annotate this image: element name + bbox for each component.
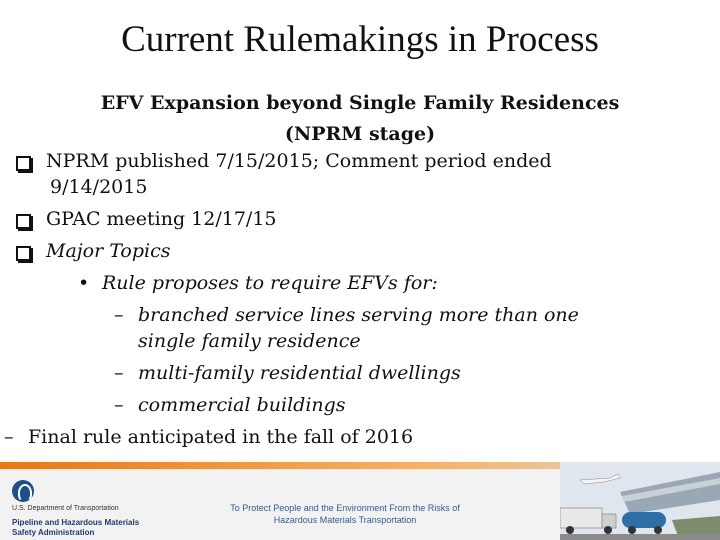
- footer-tagline: To Protect People and the Environment From the Risks of Hazardous Materials Transportation: [230, 503, 460, 525]
- transport-montage-icon: [560, 462, 720, 540]
- dash-bullet-icon: –: [4, 426, 14, 448]
- footer-agency: Pipeline and Hazardous Materials Safety Administration: [12, 518, 140, 537]
- checkbox-bullet-icon: [16, 238, 31, 268]
- dash-bullet-icon: –: [114, 362, 124, 384]
- final-rule-item: – Final rule anticipated in the fall of 2016: [4, 426, 414, 448]
- slide-content: [4, 148, 706, 450]
- dash-item-commercial: – commercial buildings: [114, 394, 346, 416]
- sub-bullet-rule-proposes: • Rule proposes to require EFVs for:: [78, 272, 438, 294]
- slide-subtitle: [30, 88, 690, 150]
- bullet-major-topics: Major Topics: [16, 238, 706, 264]
- footer-banner: [0, 462, 720, 540]
- footer-dept: U.S. Department of Transportation: [12, 505, 119, 512]
- checkbox-bullet-icon: [16, 148, 31, 178]
- dash-item-multifamily: – multi-family residential dwellings: [114, 362, 461, 384]
- subtitle-line-2: (NPRM stage): [284, 123, 436, 145]
- dash-bullet-icon: –: [114, 394, 124, 416]
- dot-bullet-icon: •: [78, 272, 90, 294]
- bullet-nprm: NPRM published 7/15/2015; Comment period ended 9/14/2015: [16, 148, 706, 200]
- dash-item-branched: – branched service lines serving more than one single family residence: [114, 304, 579, 352]
- dash-bullet-icon: –: [114, 304, 124, 326]
- subtitle-line-1: EFV Expansion beyond Single Family Residences: [100, 92, 620, 114]
- bullet-gpac: GPAC meeting 12/17/15: [16, 206, 706, 232]
- checkbox-bullet-icon: [16, 206, 31, 236]
- dot-logo-icon: [12, 480, 34, 502]
- slide-title: Current Rulemakings in Process: [121, 19, 599, 60]
